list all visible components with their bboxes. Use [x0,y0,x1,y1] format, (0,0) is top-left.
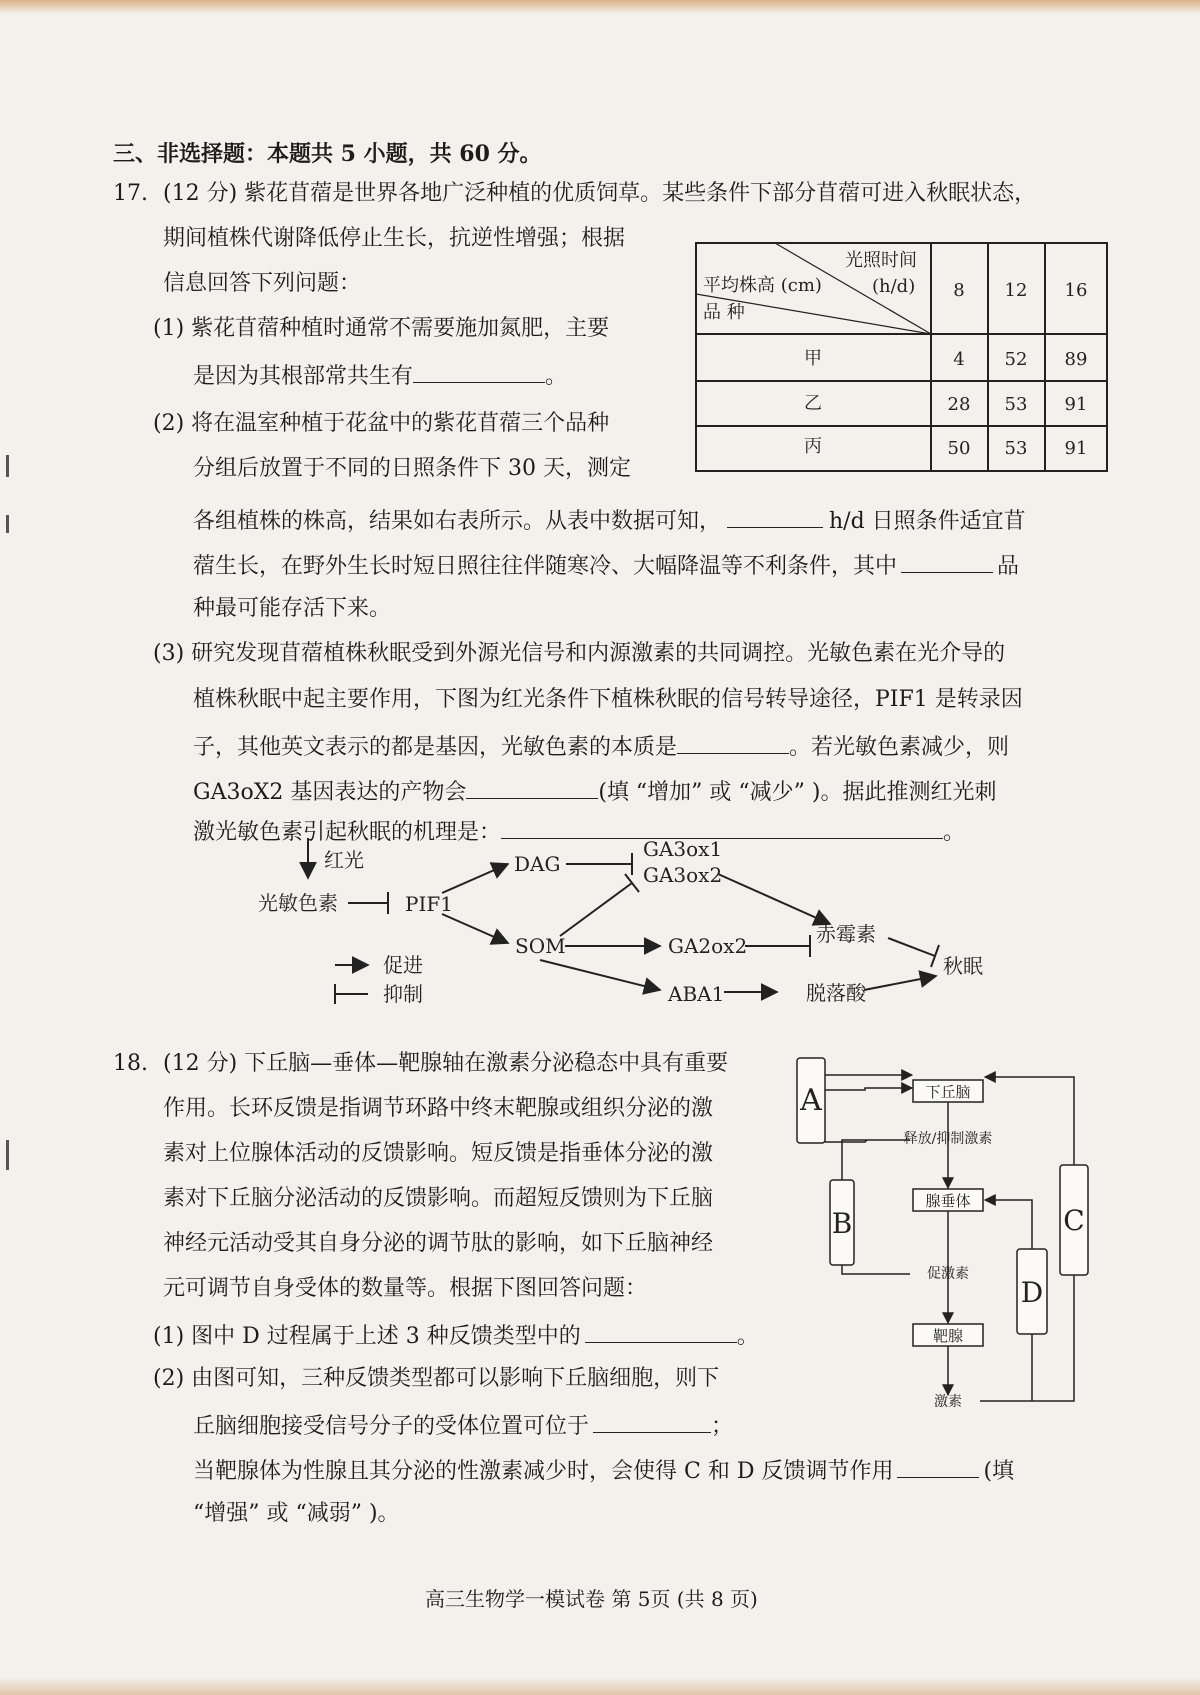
table-cell: 50 [947,438,971,459]
table-cell: 4 [953,349,965,370]
q17-p2-text3: 蓿生长，在野外生长时短日照往往伴随寒冷、大幅降温等不利条件，其中 [193,554,898,579]
answer-blank[interactable] [901,550,993,573]
q18-p1-end: 。 [736,1324,759,1349]
q17-p1-line1: (1) 紫花苜蓿种植时通常不需要施加氮肥，主要 [153,316,610,341]
table-cell: 91 [1064,438,1088,459]
label-b: B [831,1207,853,1240]
answer-blank[interactable] [897,1455,979,1478]
table-cell: 53 [1004,438,1028,459]
q17-p2-line1: (2) 将在温室种植于花盆中的紫花苜蓿三个品种 [153,411,610,436]
height-table [695,242,1110,474]
q18-line1: (12 分) 下丘脑—垂体—靶腺轴在激素分泌稳态中具有重要 [163,1051,729,1076]
label-abscisic-acid: 脱落酸 [806,981,866,1005]
label-target-gland: 靶腺 [932,1327,964,1345]
q17-p1-text: 是因为其根部常共生有 [193,364,414,389]
label-aba1: ABA1 [668,982,725,1006]
table-col-16: 16 [1064,280,1088,301]
q17-p2-text: 各组植株的株高，结果如右表所示。从表中数据可知， [193,509,722,534]
answer-blank[interactable] [727,505,823,528]
label-hormone: 激素 [934,1394,962,1410]
legend-promote: 促进 [383,953,423,977]
table-header-light-time: 光照时间 [845,250,917,271]
label-dag: DAG [514,852,561,876]
q17-p3-end: 。 [943,820,966,845]
answer-blank[interactable] [466,776,598,799]
q18-p2-line1: (2) 由图可知，三种反馈类型都可以影响下丘脑细胞，则下 [153,1366,720,1391]
signal-pathway-diagram [240,828,1000,1018]
table-cell: 89 [1064,349,1088,370]
scan-mark [6,1140,9,1170]
answer-blank[interactable] [677,731,789,754]
label-ga2ox2: GA2ox2 [668,934,748,958]
q17-p1-end: 。 [545,364,568,389]
table-cell: 52 [1004,349,1028,370]
q17-p3-line4 [193,776,997,807]
table-header-height: 平均株高 (cm) [703,275,822,296]
label-c: C [1063,1204,1085,1237]
table-header-variety: 品 种 [703,302,745,323]
q17-p3-line2: 植株秋眠中起主要作用，下图为红光条件下植株秋眠的信号转导途径，PIF1 是转录因 [193,687,1023,712]
q17-p3-text2: 。若光敏色素减少，则 [789,735,1010,760]
q18-line6: 元可调节自身受体的数量等。根据下图回答问题： [163,1276,648,1301]
label-gibberellin: 赤霉素 [816,922,876,946]
table-cell: 91 [1064,394,1088,415]
label-hypothalamus: 下丘脑 [925,1083,971,1101]
q17-number: 17. [113,181,148,206]
q18-p1 [153,1320,759,1351]
q17-intro-line2: 期间植株代谢降低停止生长，抗逆性增强；根据 [163,226,626,251]
page-footer: 高三生物学一模试卷 第 5页 (共 8 页) [425,1587,758,1611]
table-header-unit: (h/d) [872,276,916,297]
label-releasing-hormone: 释放/抑制激素 [903,1131,993,1147]
q17-p2-line3 [193,505,1026,536]
label-pif1: PIF1 [405,892,453,916]
q18-p2-text2: 当靶腺体为性腺且其分泌的性激素减少时，会使得 C 和 D 反馈调节作用 [193,1459,894,1484]
q17-p1-line2 [193,360,567,391]
q17-p2-line5: 种最可能存活下来。 [193,596,392,621]
q18-line3: 素对上位腺体活动的反馈影响。短反馈是指垂体分泌的激 [163,1141,714,1166]
q17-p2-line4 [193,550,1019,581]
table-cell: 53 [1004,394,1028,415]
q18-p2-end: ； [711,1414,734,1439]
feedback-diagram [795,1055,1115,1420]
paper-edge-top [0,0,1200,14]
label-pituitary: 腺垂体 [925,1192,971,1210]
label-ga3ox1: GA3ox1 [643,837,723,861]
q17-p3-text5: 激光敏色素引起秋眠的机理是： [193,820,502,845]
q17-p3-line3 [193,731,1009,762]
scan-mark [6,455,9,477]
q17-p3-line1: (3) 研究发现苜蓿植株秋眠受到外源光信号和内源激素的共同调控。光敏色素在光介导的 [153,641,1006,666]
table-row-name: 甲 [804,348,822,369]
q17-p2-text2: h/d 日照条件适宜苜 [829,509,1026,534]
q18-line2: 作用。长环反馈是指调节环路中终末靶腺或组织分泌的激 [163,1096,714,1121]
scan-mark [6,515,9,533]
q17-p2-text4: 品 [997,554,1020,579]
label-tropic-hormone: 促激素 [927,1266,969,1282]
q17-p3-text4: (填 “增加” 或 “减少” )。据此推测红光刺 [598,780,997,805]
q18-p2-line4: “增强” 或 “减弱” )。 [193,1501,400,1526]
label-a: A [800,1083,822,1118]
q17-intro-line3: 信息回答下列问题： [163,271,362,296]
q18-line5: 神经元活动受其自身分泌的调节肽的影响，如下丘脑神经 [163,1231,714,1256]
q18-p2-text3: (填 [983,1459,1015,1484]
label-d: D [1020,1276,1044,1309]
label-ga3ox2: GA3ox2 [643,863,723,887]
q18-p2-line2 [193,1410,733,1441]
q18-p1-text: (1) 图中 D 过程属于上述 3 种反馈类型中的 [153,1324,581,1349]
label-dormancy: 秋眠 [943,954,983,978]
label-phytochrome: 光敏色素 [258,891,338,915]
q18-line4: 素对下丘脑分泌活动的反馈影响。而超短反馈则为下丘脑 [163,1186,714,1211]
q18-p2-text: 丘脑细胞接受信号分子的受体位置可位于 [193,1414,590,1439]
answer-blank[interactable] [585,1320,737,1343]
q17-p3-text3: GA3oX2 基因表达的产物会 [193,780,467,805]
q17-p2-line2: 分组后放置于不同的日照条件下 30 天，测定 [193,456,631,481]
q18-p2-line3 [193,1455,1014,1486]
table-cell: 28 [947,394,971,415]
answer-blank[interactable] [593,1410,711,1433]
q18-number: 18. [113,1051,148,1076]
label-red-light: 红光 [324,848,364,872]
legend-inhibit: 抑制 [383,982,423,1006]
table-row-name: 乙 [804,393,822,414]
q17-intro-line1: (12 分) 紫花苜蓿是世界各地广泛种植的优质饲草。某些条件下部分苜蓿可进入秋眠状态， [163,181,1037,206]
answer-blank[interactable] [413,360,545,383]
section-header: 三、非选择题：本题共 5 小题，共 60 分。 [113,141,542,167]
label-som: SOM [515,934,566,958]
table-row-name: 丙 [804,436,822,457]
q17-p3-text: 子，其他英文表示的都是基因，光敏色素的本质是 [193,735,678,760]
paper-edge-bottom [0,1677,1200,1695]
table-col-8: 8 [953,280,965,301]
table-col-12: 12 [1004,280,1028,301]
